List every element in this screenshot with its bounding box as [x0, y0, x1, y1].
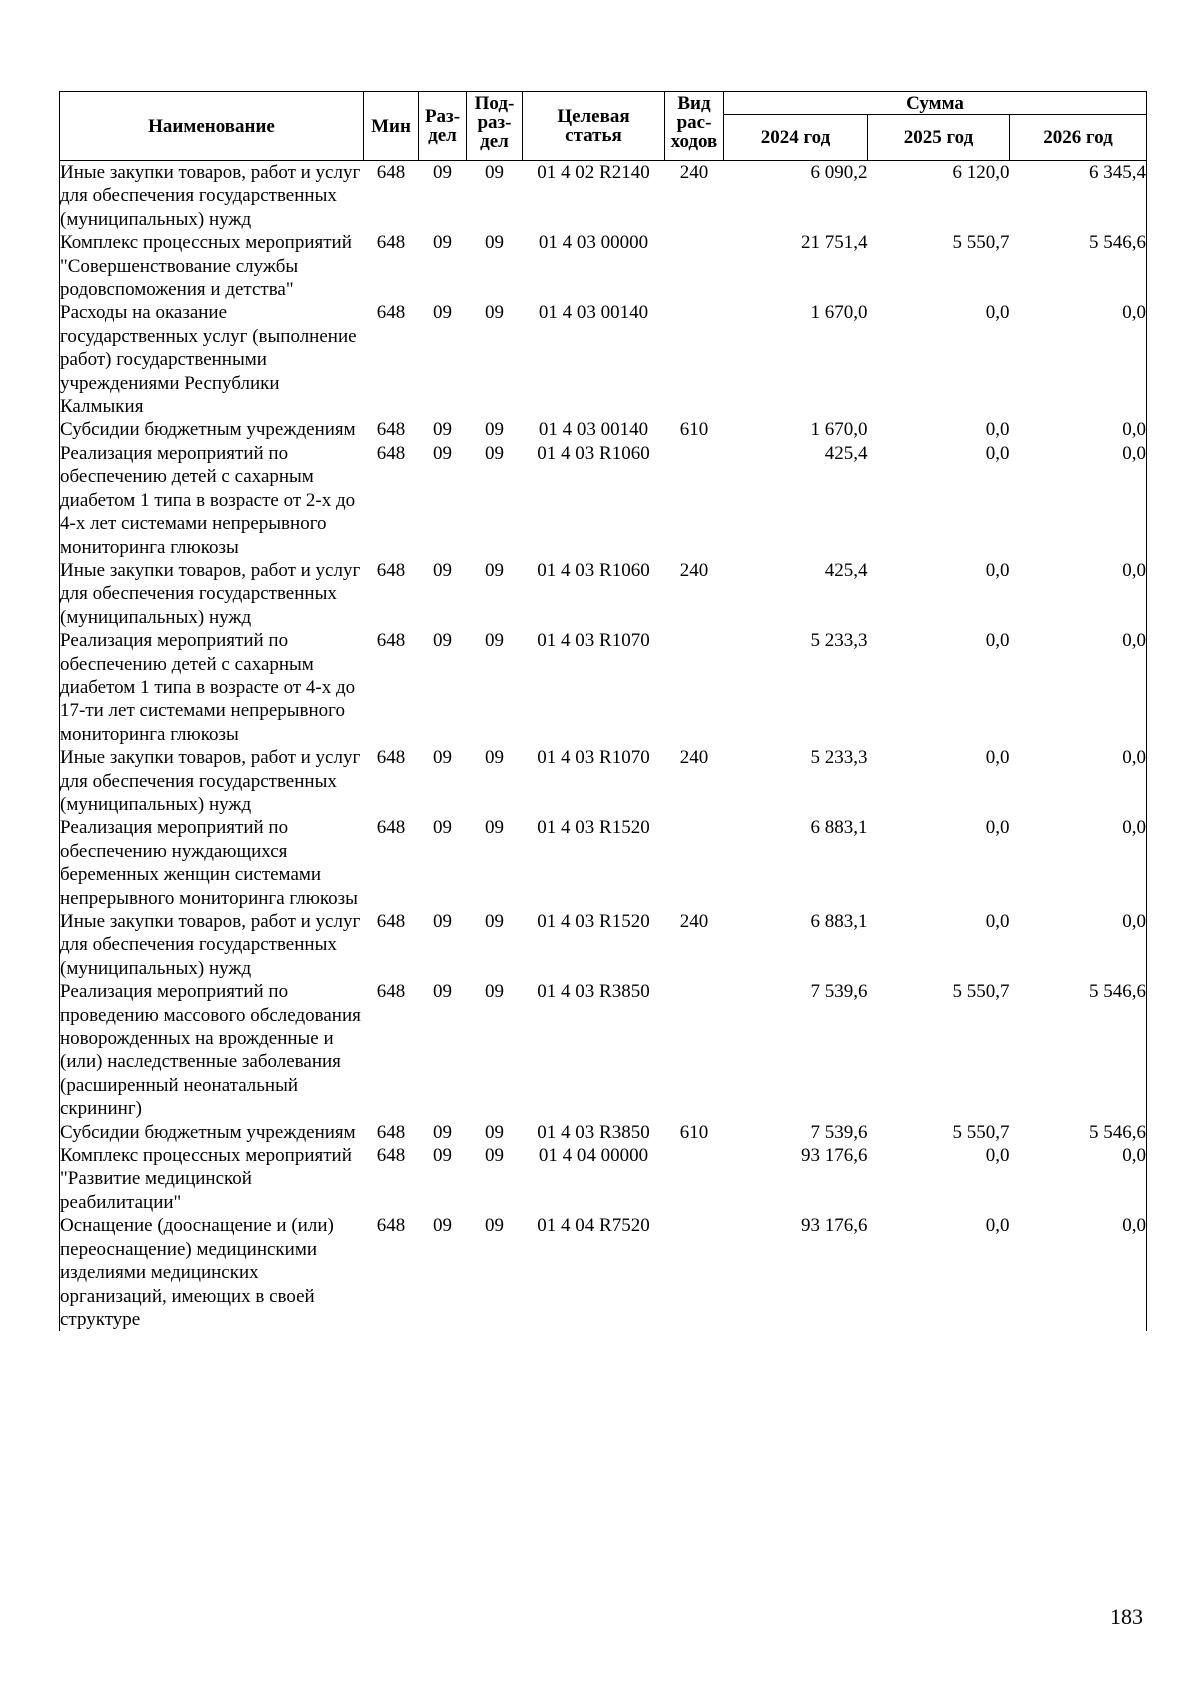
- row-podrazdel: 09: [485, 232, 504, 254]
- row-vid: [665, 301, 724, 418]
- row-sum-2026: 0,0: [1010, 816, 1147, 910]
- row-vid: [665, 1144, 724, 1214]
- row-sum-2026: 0,0: [1010, 1144, 1147, 1214]
- row-name: Реализация мероприятий по обеспечению нуждающихся беременных женщин системами непрерывного мониторинга глюкозы: [60, 816, 364, 910]
- row-min: 648: [376, 911, 406, 932]
- row-celevaya: 01 4 04 00000: [538, 1145, 649, 1167]
- row-celevaya: 01 4 03 R1520: [537, 911, 650, 932]
- row-min: 648: [376, 559, 406, 581]
- row-sum-2026: 5 546,6: [1010, 1121, 1147, 1144]
- row-sum-2025: 5 550,7: [952, 1121, 1010, 1143]
- table-row: [60, 910, 1147, 980]
- row-name: Комплекс процессных мероприятий "Развитие медицинской реабилитации": [60, 1144, 364, 1214]
- table-row: [60, 980, 1147, 1120]
- row-name: Оснащение (дооснащение и (или) переоснащение) медицинскими изделиями медицинских организаций, имеющих в своей структуре: [60, 1214, 364, 1331]
- row-razdel: 09: [433, 302, 452, 324]
- row-min: 648: [376, 442, 406, 464]
- row-name: Расходы на оказание государственных услуг (выполнение работ) государственными учреждениями Республики Калмыкия: [60, 301, 364, 418]
- table-row: [60, 746, 1147, 816]
- row-min: 648: [376, 232, 406, 254]
- row-sum-2024: 1 670,0: [810, 419, 868, 441]
- row-min: 648: [376, 1215, 406, 1237]
- row-sum-2026: 5 546,6: [1010, 980, 1147, 1120]
- row-celevaya: 01 4 03 R1070: [537, 747, 650, 769]
- row-sum-2024: 6 090,2: [810, 162, 868, 183]
- row-sum-2026: 0,0: [1010, 442, 1147, 559]
- row-podrazdel: 09: [485, 559, 504, 581]
- row-podrazdel: 09: [485, 747, 504, 769]
- row-min: 648: [376, 1121, 406, 1143]
- row-name: Иные закупки товаров, работ и услуг для обеспечения государственных (муниципальных) нужд: [60, 910, 364, 980]
- row-sum-2025: 0,0: [985, 747, 1010, 769]
- row-sum-2026: 6 345,4: [1010, 161, 1147, 232]
- row-razdel: 09: [433, 981, 452, 1003]
- row-celevaya: 01 4 03 00140: [538, 302, 649, 324]
- row-razdel: 09: [433, 817, 452, 839]
- row-razdel: 09: [433, 1121, 452, 1143]
- row-sum-2025: 6 120,0: [952, 162, 1010, 183]
- row-razdel: 09: [433, 232, 452, 254]
- row-podrazdel: 09: [485, 981, 504, 1003]
- row-sum-2026: 0,0: [1010, 301, 1147, 418]
- row-podrazdel: 09: [485, 911, 504, 932]
- row-vid: 240: [679, 162, 709, 183]
- table-body: [60, 161, 1147, 1332]
- row-name: Реализация мероприятий по обеспечению детей с сахарным диабетом 1 типа в возрасте от 2-х до 4-х лет системами непрерывного мониторинга глюкозы: [60, 442, 364, 559]
- row-podrazdel: 09: [485, 817, 504, 839]
- row-vid: [665, 816, 724, 910]
- row-min: 648: [376, 817, 406, 839]
- row-min: 648: [376, 419, 406, 441]
- row-sum-2025: 5 550,7: [952, 981, 1010, 1003]
- row-sum-2024: 6 883,1: [810, 817, 868, 839]
- row-sum-2024: 93 176,6: [801, 1145, 868, 1167]
- row-celevaya: 01 4 03 00000: [538, 232, 649, 254]
- table-row: [60, 629, 1147, 746]
- header-vid: Вид рас- ходов: [665, 92, 724, 161]
- row-sum-2026: 0,0: [1010, 629, 1147, 746]
- table-row: [60, 231, 1147, 301]
- row-vid: 610: [679, 419, 709, 441]
- row-celevaya: 01 4 03 R1060: [537, 559, 650, 581]
- row-sum-2026: 0,0: [1010, 418, 1147, 441]
- row-sum-2026: 0,0: [1010, 559, 1147, 629]
- row-sum-2024: 6 883,1: [810, 911, 868, 932]
- table-row: [60, 442, 1147, 559]
- row-sum-2024: 7 539,6: [810, 1121, 868, 1143]
- row-min: 648: [376, 1145, 406, 1167]
- row-name: Иные закупки товаров, работ и услуг для обеспечения государственных (муниципальных) нужд: [60, 559, 364, 629]
- row-min: 648: [376, 630, 406, 652]
- row-sum-2024: 1 670,0: [810, 302, 868, 324]
- row-sum-2026: 0,0: [1010, 910, 1147, 980]
- row-razdel: 09: [433, 911, 452, 932]
- row-min: 648: [376, 162, 406, 183]
- row-vid: [665, 442, 724, 559]
- row-vid: [665, 629, 724, 746]
- row-celevaya: 01 4 03 R1520: [537, 817, 650, 839]
- row-podrazdel: 09: [485, 630, 504, 652]
- row-name: Иные закупки товаров, работ и услуг для обеспечения государственных (муниципальных) нужд: [60, 746, 364, 816]
- row-vid: [665, 231, 724, 301]
- row-min: 648: [376, 981, 406, 1003]
- header-razdel: Раз- дел: [419, 92, 467, 161]
- row-razdel: 09: [433, 442, 452, 464]
- row-sum-2025: 0,0: [985, 419, 1010, 441]
- header-name: Наименование: [60, 92, 364, 161]
- row-razdel: 09: [433, 162, 452, 183]
- table-header: [60, 92, 1147, 161]
- table-row: [60, 418, 1147, 441]
- row-name: Комплекс процессных мероприятий "Совершенствование службы родовспоможения и детства": [60, 231, 364, 301]
- row-celevaya: 01 4 03 R1070: [537, 630, 650, 652]
- row-sum-2026: 5 546,6: [1010, 231, 1147, 301]
- row-celevaya: 01 4 03 R1060: [537, 442, 650, 464]
- row-sum-2024: 5 233,3: [810, 630, 868, 652]
- row-sum-2024: 21 751,4: [801, 232, 868, 254]
- row-sum-2025: 0,0: [985, 302, 1010, 324]
- row-name: Субсидии бюджетным учреждениям: [60, 418, 364, 441]
- table-row: [60, 301, 1147, 418]
- row-sum-2025: 0,0: [985, 630, 1010, 652]
- page-number: 183: [1110, 1604, 1143, 1629]
- header-min: Мин: [364, 92, 419, 161]
- header-2026: 2026 год: [1010, 115, 1147, 161]
- header-2024: 2024 год: [724, 115, 868, 161]
- row-sum-2025: 0,0: [985, 817, 1010, 839]
- header-summa: Сумма: [724, 92, 1147, 115]
- row-sum-2024: 93 176,6: [801, 1215, 868, 1237]
- budget-table: [59, 91, 1147, 1331]
- header-2025: 2025 год: [868, 115, 1010, 161]
- row-min: 648: [376, 747, 406, 769]
- row-razdel: 09: [433, 1145, 452, 1167]
- row-vid: 240: [679, 747, 709, 769]
- row-vid: 240: [679, 911, 709, 932]
- row-name: Иные закупки товаров, работ и услуг для обеспечения государственных (муниципальных) нужд: [60, 161, 364, 232]
- row-razdel: 09: [433, 419, 452, 441]
- row-sum-2026: 0,0: [1010, 746, 1147, 816]
- header-celevaya: Целевая статья: [523, 92, 665, 161]
- row-razdel: 09: [433, 747, 452, 769]
- row-vid: 610: [679, 1121, 709, 1143]
- table-row: [60, 1121, 1147, 1144]
- table-row: [60, 1144, 1147, 1214]
- row-sum-2025: 0,0: [985, 442, 1010, 464]
- row-name: Субсидии бюджетным учреждениям: [60, 1121, 364, 1144]
- row-sum-2025: 0,0: [985, 559, 1010, 581]
- table-row: [60, 559, 1147, 629]
- row-sum-2025: 5 550,7: [952, 232, 1010, 254]
- row-min: 648: [376, 302, 406, 324]
- row-razdel: 09: [433, 1215, 452, 1237]
- row-podrazdel: 09: [485, 1215, 504, 1237]
- row-sum-2026: 0,0: [1010, 1214, 1147, 1331]
- row-podrazdel: 09: [485, 302, 504, 324]
- row-celevaya: 01 4 02 R2140: [537, 162, 650, 183]
- row-sum-2024: 5 233,3: [810, 747, 868, 769]
- row-vid: [665, 980, 724, 1120]
- row-celevaya: 01 4 03 R3850: [537, 1121, 650, 1143]
- row-sum-2025: 0,0: [985, 911, 1010, 932]
- row-name: Реализация мероприятий по обеспечению детей с сахарным диабетом 1 типа в возрасте от 4-х до 17-ти лет системами непрерывного мониторинга глюкозы: [60, 629, 364, 746]
- row-podrazdel: 09: [485, 162, 504, 183]
- row-sum-2024: 7 539,6: [810, 981, 868, 1003]
- row-podrazdel: 09: [485, 442, 504, 464]
- row-sum-2024: 425,4: [824, 442, 868, 464]
- row-vid: [665, 1214, 724, 1331]
- row-razdel: 09: [433, 630, 452, 652]
- row-celevaya: 01 4 04 R7520: [537, 1215, 650, 1237]
- table-row: [60, 1214, 1147, 1331]
- row-podrazdel: 09: [485, 1145, 504, 1167]
- row-sum-2025: 0,0: [985, 1215, 1010, 1237]
- row-sum-2024: 425,4: [824, 559, 868, 581]
- row-celevaya: 01 4 03 00140: [538, 419, 649, 441]
- row-podrazdel: 09: [485, 1121, 504, 1143]
- header-podrazdel: Под- раз- дел: [467, 92, 523, 161]
- row-sum-2025: 0,0: [985, 1145, 1010, 1167]
- table-row: [60, 161, 1147, 232]
- row-name: Реализация мероприятий по проведению массового обследования новорожденных на врожденные и (или) наследственные заболевания (расширенный неонатальный скрининг): [60, 980, 364, 1120]
- row-podrazdel: 09: [485, 419, 504, 441]
- row-razdel: 09: [433, 559, 452, 581]
- row-vid: 240: [679, 559, 709, 581]
- row-celevaya: 01 4 03 R3850: [537, 981, 650, 1003]
- table-row: [60, 816, 1147, 910]
